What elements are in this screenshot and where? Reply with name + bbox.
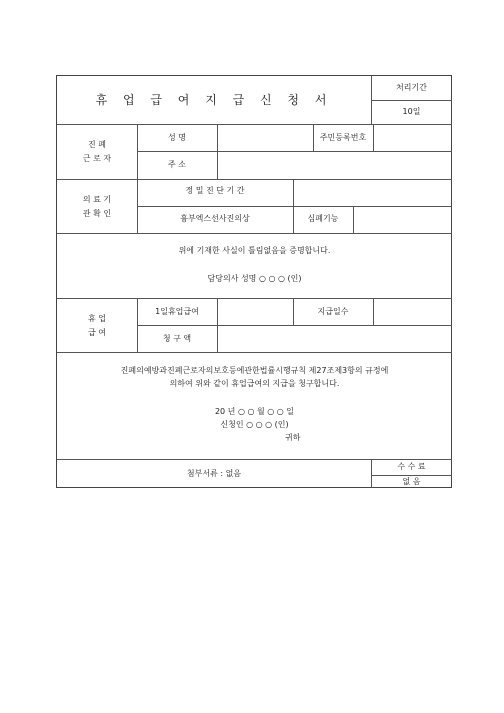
claim-amount-field[interactable] bbox=[218, 326, 452, 352]
application-date: 20 년 ○ ○ 월 ○ ○ 일 bbox=[214, 407, 295, 416]
benefit-application-form bbox=[56, 75, 452, 488]
certification-statement: 위에 기재한 사실이 틀림없음을 증명합니다. bbox=[178, 246, 331, 255]
worker-group-label: 진 폐 bbox=[88, 140, 106, 149]
worker-group-label-2: 근 로 자 bbox=[82, 154, 112, 163]
form-title: 휴 업 급 여 지 급 신 청 서 bbox=[95, 93, 333, 107]
address-label: 주 소 bbox=[168, 160, 186, 169]
daily-benefit-field[interactable] bbox=[218, 299, 293, 325]
benefit-group-label-2: 급 여 bbox=[88, 328, 106, 337]
resident-id-field[interactable] bbox=[374, 125, 452, 151]
chest-xray-label: 흉부엑스선사진의상 bbox=[180, 214, 250, 223]
claim-statement-line: 의하여 위와 같이 휴업급여의 지급을 청구합니다. bbox=[169, 379, 340, 388]
processing-period-value: 10일 bbox=[402, 107, 421, 116]
medical-group-label-2: 관 확 인 bbox=[82, 209, 112, 218]
resident-id-label: 주민등록번호 bbox=[319, 133, 367, 142]
address-field[interactable] bbox=[218, 152, 452, 179]
cardiopulmonary-field[interactable] bbox=[354, 207, 452, 233]
processing-period-label: 처리기간 bbox=[396, 83, 427, 92]
claim-amount-label: 청 구 액 bbox=[162, 334, 192, 343]
payment-days-field[interactable] bbox=[374, 299, 452, 325]
name-field[interactable] bbox=[218, 125, 313, 151]
addressee: 귀하 bbox=[285, 433, 301, 442]
applicant-signature: 신청인 ○ ○ ○ (인) bbox=[220, 420, 289, 429]
doctor-signature-line: 담당의사 성명 ○ ○ ○ (인) bbox=[207, 274, 302, 283]
name-label: 성 명 bbox=[168, 133, 186, 142]
fee-label: 수 수 료 bbox=[397, 462, 426, 471]
daily-benefit-label: 1일휴업급여 bbox=[155, 307, 199, 316]
attachments-note: 첨부서류 : 없음 bbox=[186, 469, 242, 478]
cardiopulmonary-label: 심폐기능 bbox=[307, 214, 339, 223]
diagnosis-period-field[interactable] bbox=[294, 180, 452, 206]
benefit-group-label: 휴 업 bbox=[88, 314, 106, 323]
medical-group-label: 의 료 기 bbox=[82, 195, 112, 204]
legal-basis-line: 진폐의예방과진폐근로자의보호등에관한법률시행규칙 제27조제3항의 규정에 bbox=[120, 366, 389, 375]
payment-days-label: 지급일수 bbox=[317, 307, 349, 316]
fee-value: 없 음 bbox=[402, 477, 421, 486]
diagnosis-period-label: 정 밀 진 단 기 간 bbox=[185, 186, 245, 195]
